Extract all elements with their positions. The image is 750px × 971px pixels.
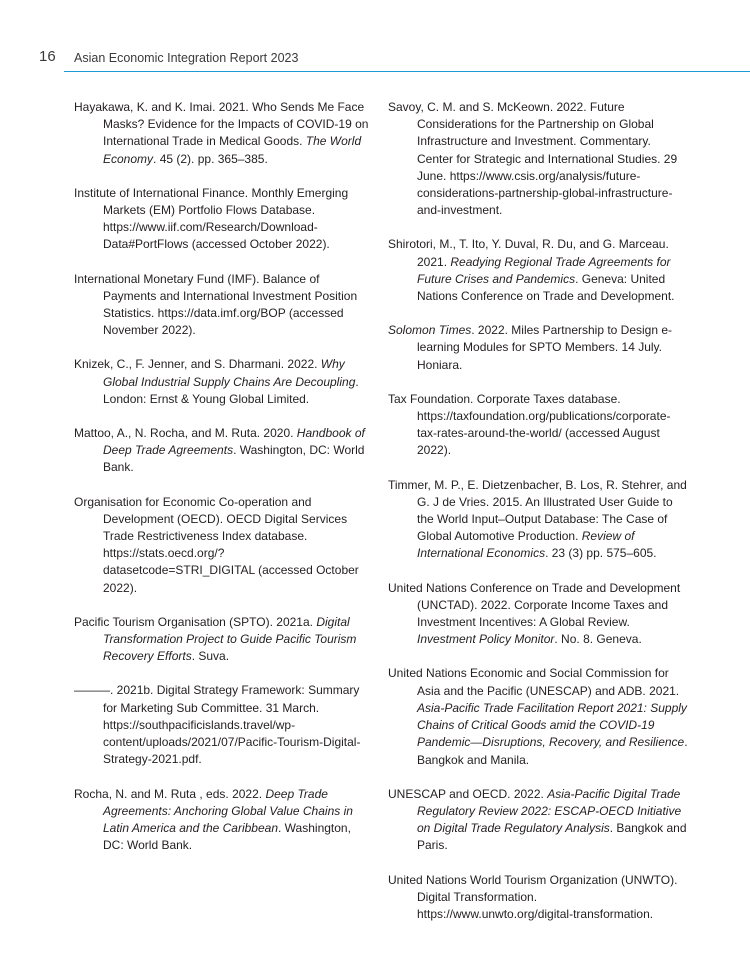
reference-entry: Savoy, C. M. and S. McKeown. 2022. Future Considerations for the Partnership on Global Infrastructure and Investment. Commentary. Center for Strategic and International Studies. 29 June. https://www.csis.org/analysis/future-considerations-partnership-global-infrastructure-and-investment. bbox=[388, 100, 678, 218]
reference-entry: Institute of International Finance. Monthly Emerging Markets (EM) Portfolio Flows Database. https://www.iif.com/Research/Download-Data#PortFlows (accessed October 2022). bbox=[74, 185, 349, 252]
header-rule bbox=[64, 71, 750, 72]
reference-entry: United Nations World Tourism Organization (UNWTO). Digital Transformation. https://www.unwto.org/digital-transformation. bbox=[388, 872, 678, 921]
reference-entry: Organisation for Economic Co-operation and Development (OECD). OECD Digital Services Trade Restrictiveness Index database. https://stats.oecd.org/?datasetcode=STRI_DIGITAL (accessed October 2022). bbox=[74, 494, 359, 595]
reference-entry: United Nations Economic and Social Commission for Asia and the Pacific (UNESCAP) and ADB. 2021. Asia-Pacific Trade Facilitation Report 2021: Supply Chains of Critical Goods amid the COVID-19 Pandemic—Disruptions, Recovery, and Resilience. Bangkok and Manila. bbox=[388, 666, 688, 767]
reference-entry: International Monetary Fund (IMF). Balance of Payments and International Investment Position Statistics. https://data.imf.org/BOP (accessed November 2022). bbox=[74, 271, 358, 338]
reference-entry: United Nations Conference on Trade and Development (UNCTAD). 2022. Corporate Income Taxes and Investment Incentives: A Global Review. Investment Policy Monitor. No. 8. Geneva. bbox=[388, 580, 681, 647]
reference-entry: Timmer, M. P., E. Dietzenbacher, B. Los, R. Stehrer, and G. J de Vries. 2015. An Illustrated User Guide to the World Input–Output Database: The Case of Global Automotive Production. Review of International Economics. 23 (3) pp. 575–605. bbox=[388, 477, 687, 561]
reference-entry: Solomon Times. 2022. Miles Partnership to Design e-learning Modules for SPTO Members. 14 July. Honiara. bbox=[388, 323, 673, 372]
reference-entry: Pacific Tourism Organisation (SPTO). 2021a. Digital Transformation Project to Guide Pacific Tourism Recovery Efforts. Suva. bbox=[74, 614, 357, 664]
reference-entry: ———. 2021b. Digital Strategy Framework: Summary for Marketing Sub Committee. 31 March. https://southpacificislands.travel/wp-content/uploads/2021/07/Pacific-Tourism-Digital-Strategy-2021.pdf. bbox=[74, 683, 361, 767]
reference-entry: Hayakawa, K. and K. Imai. 2021. Who Sends Me Face Masks? Evidence for the Impacts of COVID-19 on International Trade in Medical Goods. The World Economy. 45 (2). pp. 365–385. bbox=[74, 100, 369, 166]
reference-entry: Mattoo, A., N. Rocha, and M. Ruta. 2020. Handbook of Deep Trade Agreements. Washington, DC: World Bank. bbox=[74, 426, 365, 475]
reference-entry: UNESCAP and OECD. 2022. Asia-Pacific Digital Trade Regulatory Review 2022: ESCAP-OECD Initiative on Digital Trade Regulatory Analysis. Bangkok and Paris. bbox=[388, 786, 687, 853]
reference-entry: Shirotori, M., T. Ito, Y. Duval, R. Du, and G. Marceau. 2021. Readying Regional Trade Agreements for Future Crises and Pandemics. Geneva: United Nations Conference on Trade and Development. bbox=[388, 237, 675, 304]
reference-entry: Rocha, N. and M. Ruta , eds. 2022. Deep Trade Agreements: Anchoring Global Value Chains in Latin America and the Caribbean. Washington, DC: World Bank. bbox=[74, 786, 353, 853]
page-number: 16 bbox=[39, 48, 56, 65]
page-header bbox=[0, 0, 750, 80]
reference-entry: Knizek, C., F. Jenner, and S. Dharmani. 2022. Why Global Industrial Supply Chains Are Decoupling. London: Ernst & Young Global Limited. bbox=[74, 357, 359, 406]
references-right-column bbox=[388, 99, 688, 940]
reference-entry: Tax Foundation. Corporate Taxes database. https://taxfoundation.org/publications/corporate-tax-rates-around-the-world/ (accessed August 2022). bbox=[388, 391, 671, 458]
running-title: Asian Economic Integration Report 2023 bbox=[74, 51, 299, 65]
references-left-column bbox=[74, 99, 369, 871]
